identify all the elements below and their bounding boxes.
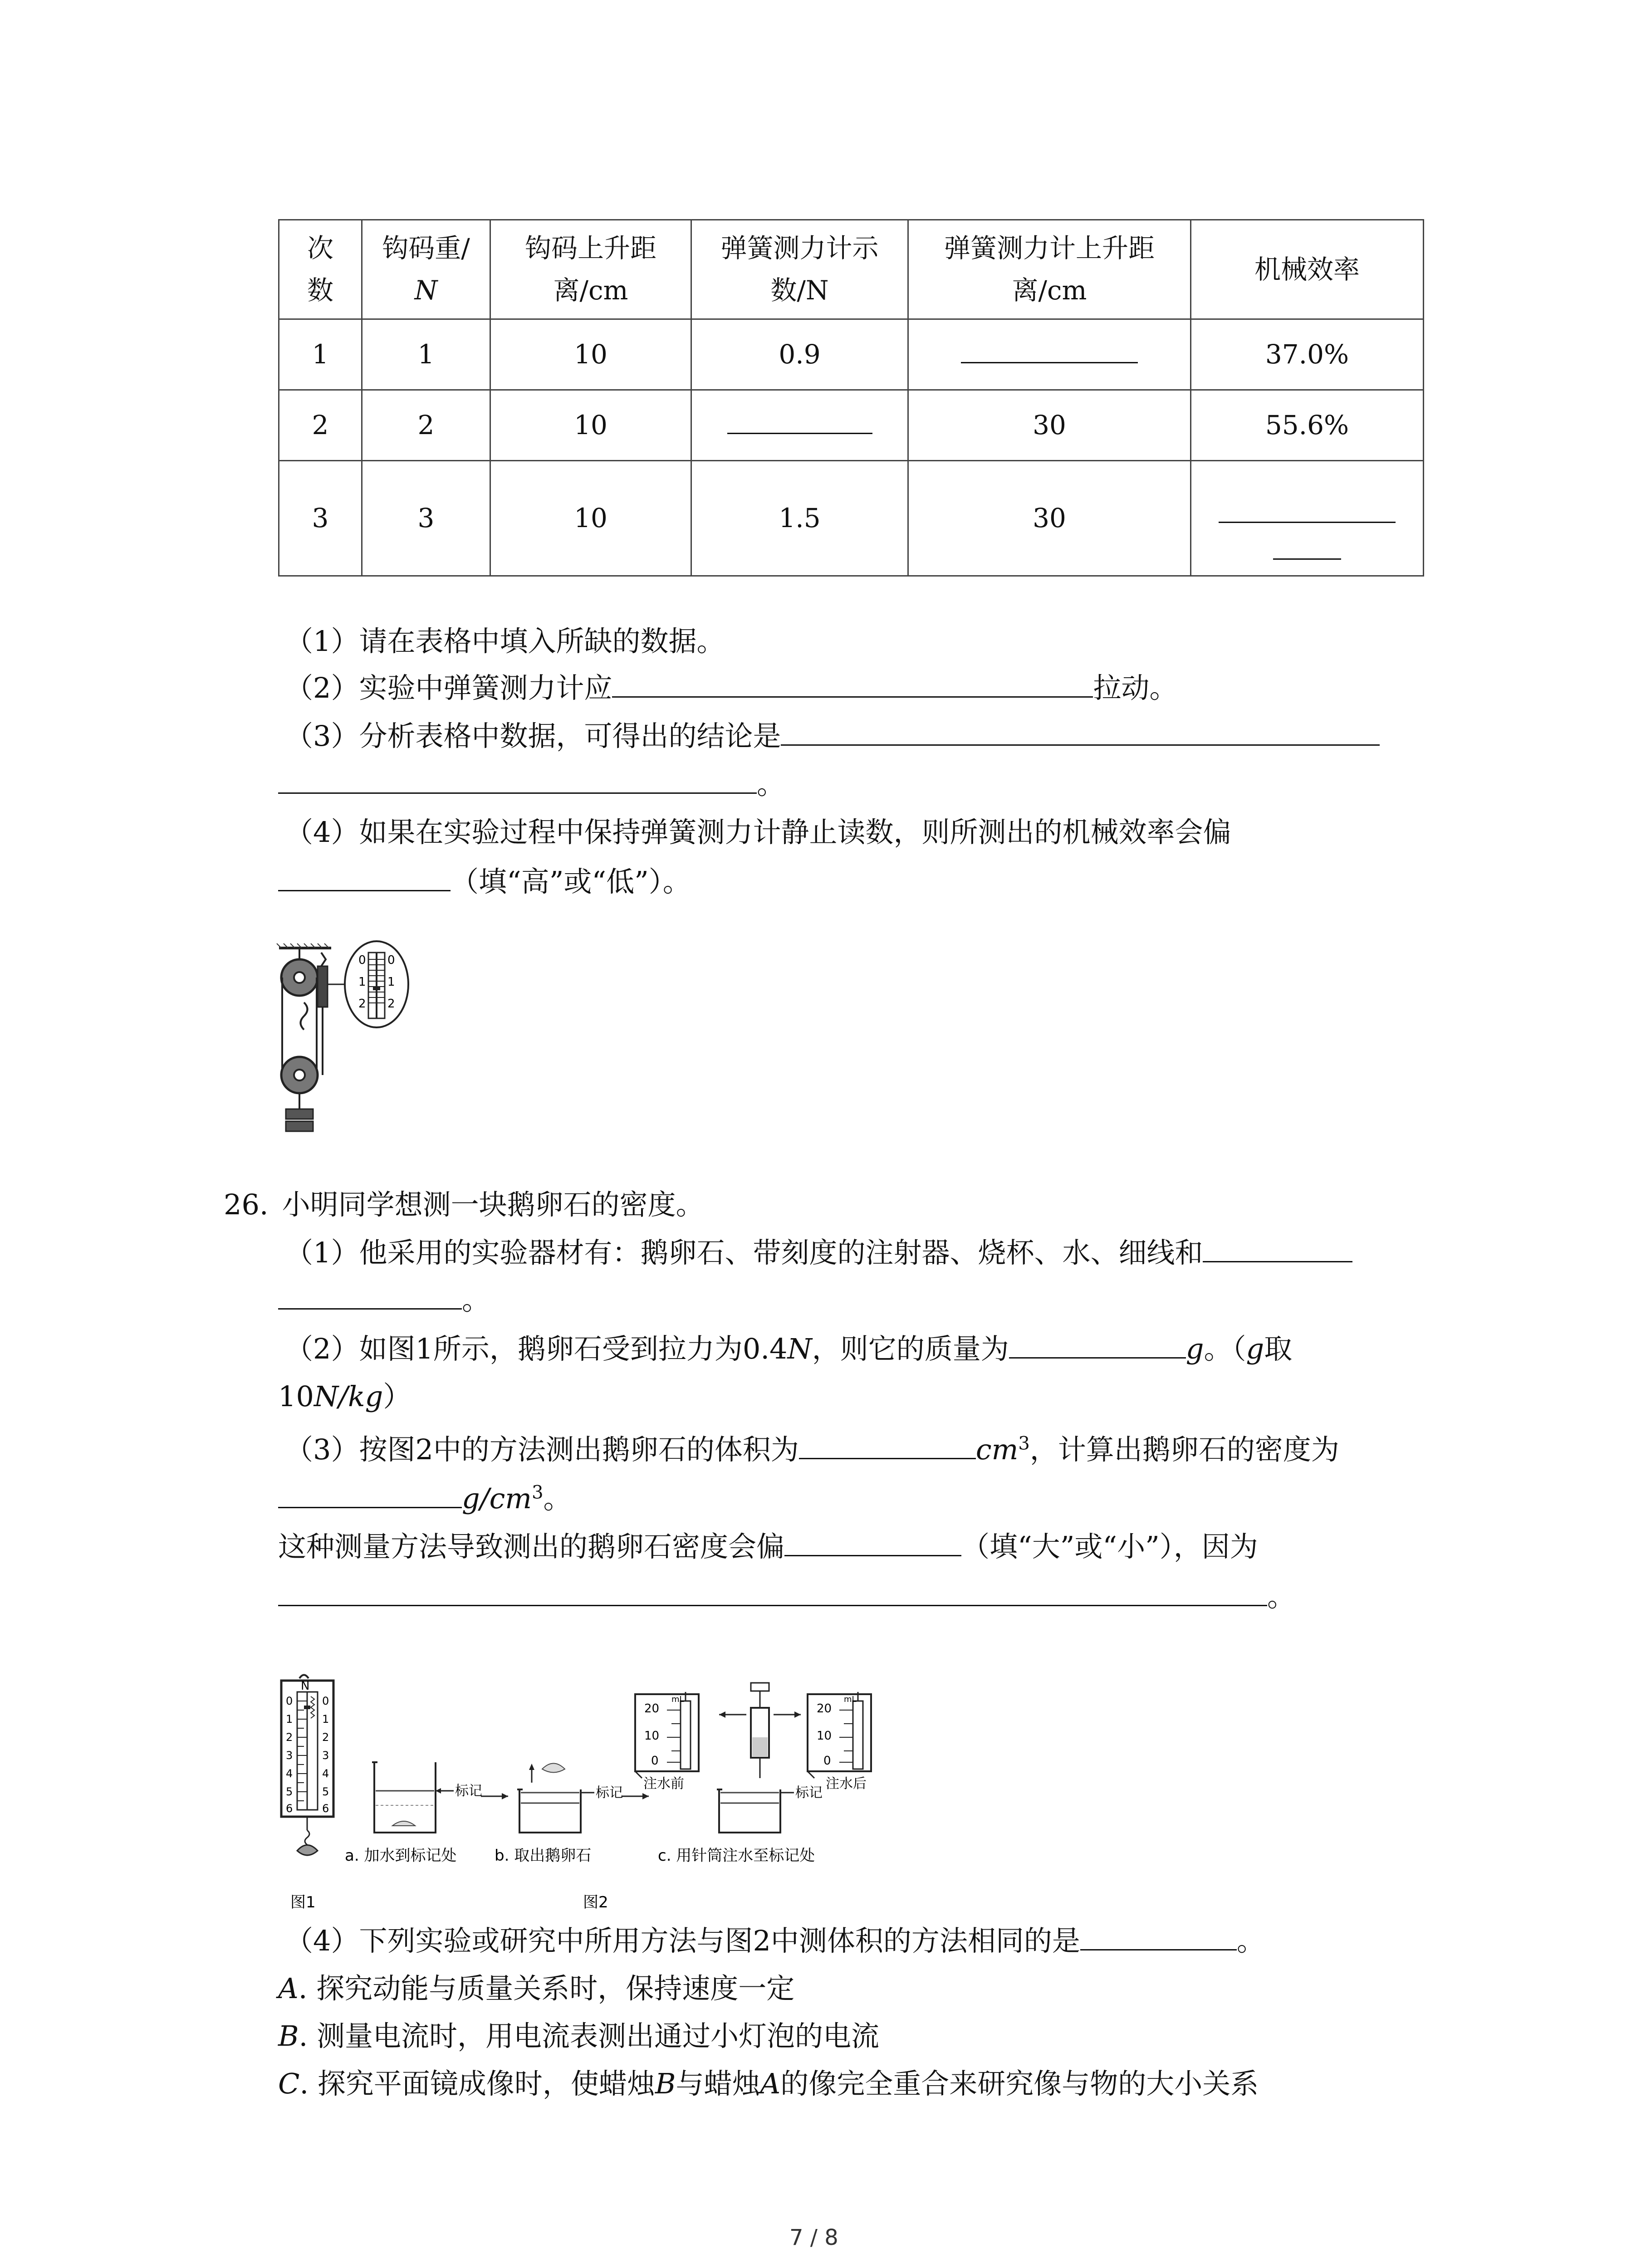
answer-blank[interactable] — [278, 788, 757, 794]
answer-blank[interactable] — [1009, 1353, 1186, 1359]
table-cell-blank — [1191, 461, 1424, 576]
table-cell-blank — [691, 390, 908, 461]
table-cell: 37.0% — [1191, 319, 1424, 390]
q26-part2: （2）如图1所示，鹅卵石受到拉力为0.4N，则它的质量为 g。（g取 — [285, 1332, 1293, 1365]
q26-part4: （4）下列实验或研究中所用方法与图2中测体积的方法相同的是 。 — [285, 1924, 1265, 1957]
q26-part3: （3）按图2中的方法测出鹅卵石的体积为 $cm^3$，计算出鹅卵石的密度为 — [285, 1433, 1339, 1466]
svg-text:标记: 标记 — [455, 1783, 482, 1799]
answer-blank[interactable] — [784, 1550, 961, 1556]
svg-text:0: 0 — [286, 1695, 293, 1707]
q25-part2: （2）实验中弹簧测力计应 拉动。 — [285, 671, 1178, 704]
svg-text:6: 6 — [286, 1802, 293, 1815]
svg-text:1: 1 — [286, 1713, 293, 1725]
q25-part3: （3）分析表格中数据，可得出的结论是 — [285, 719, 1380, 754]
q25-part3-line2: 。 — [278, 767, 785, 802]
option-a[interactable]: A. 探究动能与质量关系时，保持速度一定 — [278, 1972, 795, 2005]
scale-label: 1 — [358, 975, 366, 989]
q25-part1: （1）请在表格中填入所缺的数据。 — [285, 625, 725, 658]
svg-text:5: 5 — [322, 1785, 329, 1798]
answer-blank[interactable] — [799, 1453, 976, 1459]
answer-blank[interactable] — [1203, 1256, 1352, 1262]
svg-text:10: 10 — [817, 1729, 832, 1743]
syringe-icon — [719, 1683, 801, 1778]
table-cell: 10 — [490, 319, 691, 390]
answer-blank[interactable] — [1273, 532, 1341, 560]
table-cell: 1 — [362, 319, 490, 390]
scale-label: 0 — [358, 953, 366, 967]
option-b[interactable]: B. 测量电流时，用电流表测出通过小灯泡的电流 — [278, 2019, 879, 2053]
table-cell: 2 — [279, 390, 362, 461]
header-cell-reading: 弹簧测力计示 数/N — [691, 220, 908, 319]
header-cell-efficiency: 机械效率 — [1191, 220, 1424, 319]
table-row — [279, 461, 1424, 576]
syringe-before-icon — [635, 1692, 699, 1792]
question-number: 26. — [224, 1188, 269, 1221]
figure-2-label: 图2 — [583, 1893, 608, 1911]
table-cell: 1.5 — [691, 461, 908, 576]
q26-part1: （1）他采用的实验器材有：鹅卵石、带刻度的注射器、烧杯、水、细线和 — [285, 1235, 1352, 1271]
step-a-caption: a. 加水到标记处 — [345, 1847, 457, 1865]
svg-text:3: 3 — [322, 1749, 329, 1762]
header-cell-rise: 钩码上升距 离/cm — [490, 220, 691, 319]
answer-blank[interactable] — [278, 885, 451, 891]
table-cell: 0.9 — [691, 319, 908, 390]
svg-text:4: 4 — [286, 1767, 293, 1780]
option-c[interactable]: C. 探究平面镜成像时，使蜡烛B与蜡烛A的像完全重合来研究像与物的大小关系 — [278, 2067, 1259, 2100]
svg-text:注水后: 注水后 — [826, 1776, 867, 1792]
answer-blank[interactable] — [278, 1502, 462, 1508]
q25-part4: （4）如果在实验过程中保持弹簧测力计静止读数，则所测出的机械效率会偏 — [285, 816, 1231, 849]
svg-text:2: 2 — [286, 1731, 293, 1744]
table-row — [279, 390, 1424, 461]
pulley-spring-scale-figure — [272, 939, 436, 1139]
answer-blank[interactable] — [961, 336, 1138, 363]
svg-text:N: N — [301, 1679, 310, 1693]
beaker-b-icon — [517, 1764, 623, 1833]
svg-text:标记: 标记 — [795, 1785, 823, 1801]
svg-text:0: 0 — [322, 1695, 329, 1707]
scale-label: 2 — [387, 997, 395, 1011]
scale-label: 0 — [387, 953, 395, 967]
q26-part3-line4: 。 — [278, 1579, 1295, 1614]
table-cell: 30 — [908, 390, 1191, 461]
syringe-after-icon — [808, 1692, 871, 1792]
table-cell: 3 — [362, 461, 490, 576]
q26-stem: 26. 小明同学想测一块鹅卵石的密度。 — [224, 1188, 704, 1221]
scale-label: 2 — [358, 997, 366, 1011]
experiment-table — [278, 219, 1424, 577]
density-experiment-figure — [272, 1674, 1334, 1928]
page-number: 7 / 8 — [789, 2225, 838, 2250]
q25-part4-line2: （填“高”或“低”）。 — [278, 864, 691, 899]
header-cell-scale-rise: 弹簧测力计上升距 离/cm — [908, 220, 1191, 319]
q26-part1-line2: 。 — [278, 1282, 490, 1318]
answer-blank[interactable] — [1219, 495, 1396, 523]
table-cell: 10 — [490, 390, 691, 461]
svg-text:10: 10 — [644, 1729, 660, 1743]
svg-text:注水前: 注水前 — [643, 1776, 684, 1792]
svg-text:mL: mL — [844, 1695, 857, 1704]
header-cell-weight: 钩码重/ N — [362, 220, 490, 319]
answer-blank[interactable] — [1080, 1945, 1237, 1950]
q26-part2-line2: 10N/kg） — [278, 1380, 411, 1413]
q26-part3-line3: 这种测量方法导致测出的鹅卵石密度会偏 （填“大”或“小”），因为 — [278, 1530, 1258, 1563]
table-cell: 55.6% — [1191, 390, 1424, 461]
table-cell: 30 — [908, 461, 1191, 576]
table-cell: 3 — [279, 461, 362, 576]
answer-blank[interactable] — [727, 406, 872, 434]
step-c-caption: c. 用针筒注水至标记处 — [658, 1847, 815, 1865]
table-cell: 2 — [362, 390, 490, 461]
beaker-a-icon — [372, 1762, 482, 1833]
table-cell-blank — [908, 319, 1191, 390]
svg-text:标记: 标记 — [596, 1785, 623, 1801]
svg-text:20: 20 — [644, 1702, 660, 1716]
table-header-row — [279, 220, 1424, 319]
answer-blank[interactable] — [781, 740, 1380, 746]
svg-text:0: 0 — [651, 1754, 659, 1768]
svg-text:0: 0 — [823, 1754, 831, 1768]
table-cell: 1 — [279, 319, 362, 390]
scale-label: 1 — [387, 975, 395, 989]
table-row — [279, 319, 1424, 390]
svg-text:20: 20 — [817, 1702, 832, 1716]
table-cell: 10 — [490, 461, 691, 576]
beaker-c-icon — [717, 1785, 823, 1833]
svg-text:5: 5 — [286, 1785, 293, 1798]
answer-blank[interactable] — [278, 1600, 1267, 1606]
svg-text:mL: mL — [671, 1695, 684, 1704]
q26-part3-line2: $g/cm^3$。 — [278, 1481, 572, 1516]
svg-text:4: 4 — [322, 1767, 329, 1780]
spring-scale-icon — [281, 1675, 333, 1856]
figure-1-label: 图1 — [290, 1893, 316, 1911]
header-cell-times: 次 数 — [279, 220, 362, 319]
step-b-caption: b. 取出鹅卵石 — [495, 1847, 592, 1865]
svg-text:2: 2 — [322, 1731, 329, 1744]
svg-text:3: 3 — [286, 1749, 293, 1762]
svg-text:1: 1 — [322, 1713, 329, 1725]
answer-blank[interactable] — [612, 692, 1093, 698]
svg-text:6: 6 — [322, 1802, 329, 1815]
answer-blank[interactable] — [278, 1304, 462, 1310]
